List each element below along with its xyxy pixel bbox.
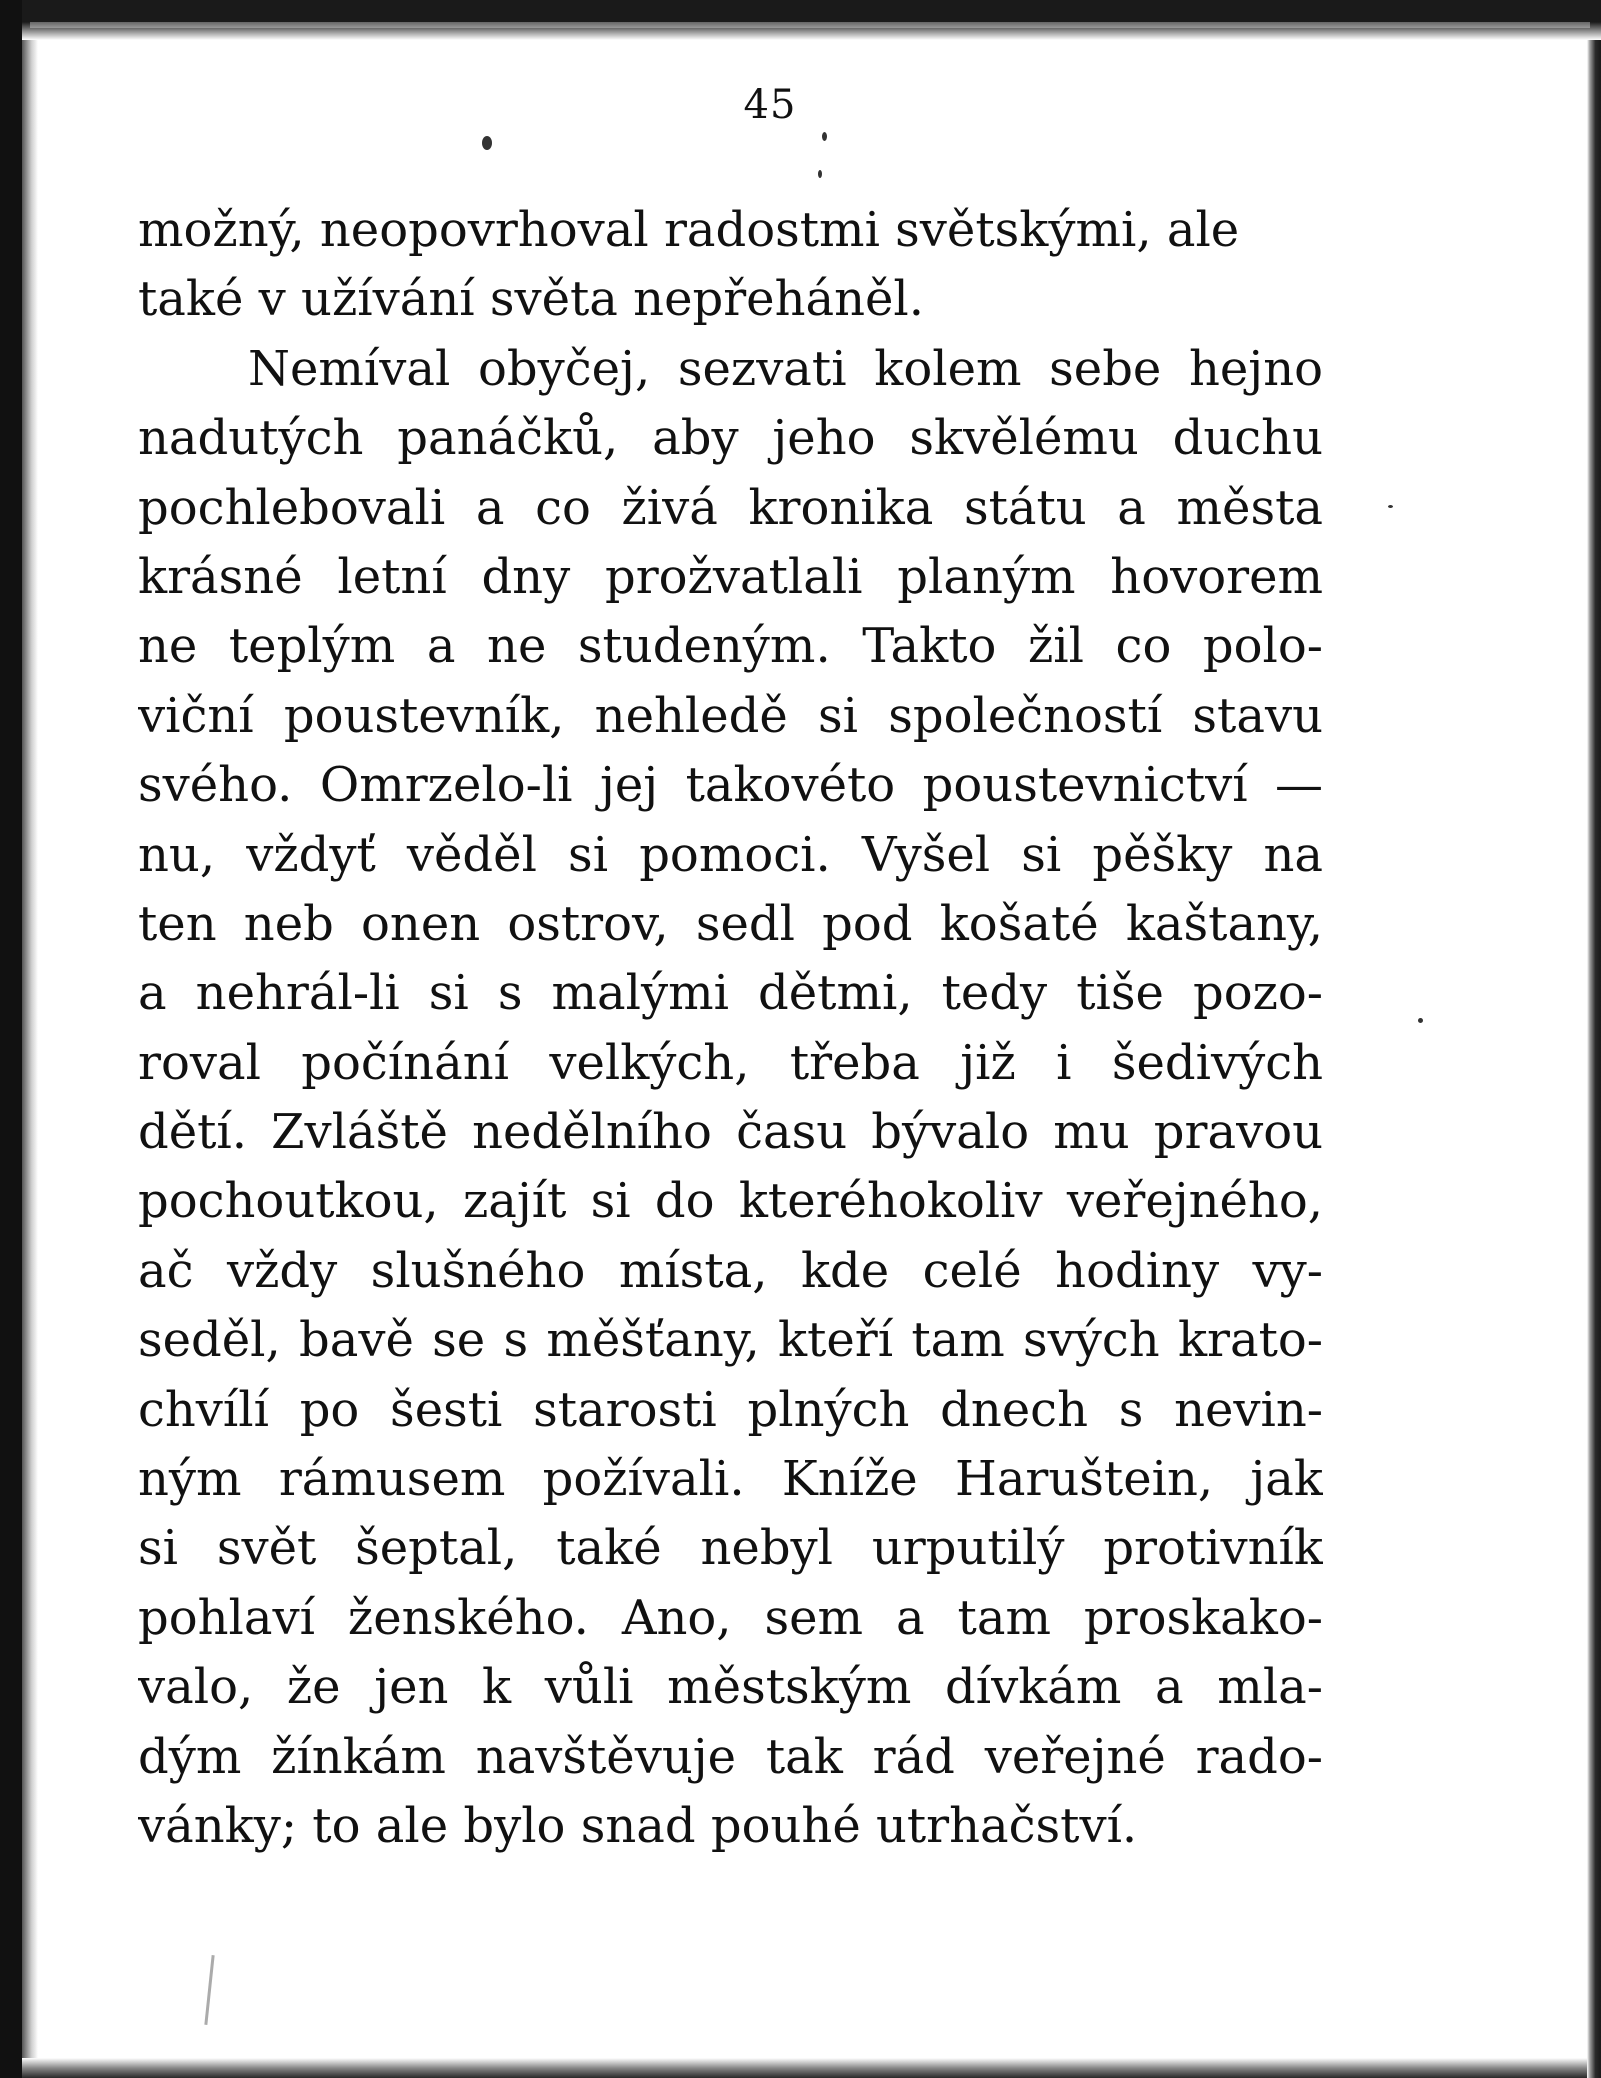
text-line: roval počínání velkých, třeba již i šedivých [138,1034,1323,1091]
scan-top-edge [22,0,1601,40]
text-line: pohlaví ženského. Ano, sem a tam proskako- [138,1589,1323,1646]
scan-speck [1418,1018,1423,1023]
scan-left-edge [0,0,22,2078]
scan-speck [482,136,492,150]
text-line: vánky; to ale bylo snad pouhé utrhačství. [138,1797,1138,1854]
page-number: 45 [743,82,797,128]
text-line: nadutých panáčků, aby jeho skvělému duchu [138,410,1323,467]
text-line: dým žínkám navštěvuje tak rád veřejné rado- [138,1728,1323,1785]
text-line: možný, neopovrhoval radostmi světskými, ale [138,202,1240,258]
scan-right-edge [1587,40,1601,2078]
text-line: krásné letní dny prožvatlali planým hovorem [138,548,1323,605]
scan-speck [818,170,822,178]
text-line: chvílí po šesti starosti plných dnech s nevin- [138,1381,1323,1438]
scan-bottom-edge [22,2058,1587,2078]
text-line: ač vždy slušného místa, kde celé hodiny vy- [138,1242,1323,1299]
scan-pencil-mark [204,1955,214,2025]
text-line: nu, vždyť věděl si pomoci. Vyšel si pěšky na [138,826,1323,883]
scan-speck [1388,505,1393,508]
text-line: viční poustevník, nehledě si společností stavu [138,687,1323,744]
text-line: ne teplým a ne studeným. Takto žil co polo- [138,618,1323,675]
text-line: také v užívání světa nepřeháněl. [138,271,925,328]
text-line: ným rámusem požívali. Kníže Haruštein, jak [138,1451,1323,1508]
body-text [138,196,1323,1861]
text-line: valo, že jen k vůli městským dívkám a mla- [138,1659,1323,1716]
text-line: dětí. Zvláště nedělního času bývalo mu pravou [138,1104,1323,1161]
text-line: Nemíval obyčej, sezvati kolem sebe hejno [248,340,1323,397]
scan-top-highlight [30,22,1590,28]
scan-speck [822,132,827,141]
text-line: a nehrál-li si s malými dětmi, tedy tiše pozo- [138,965,1323,1022]
text-line: pochlebovali a co živá kronika státu a města [138,479,1323,536]
text-line: si svět šeptal, také nebyl urputilý protivník [138,1520,1323,1577]
text-line: svého. Omrzelo-li jej takovéto poustevnictví — [138,757,1323,814]
text-line: ten neb onen ostrov, sedl pod košaté kaštany, [138,895,1323,952]
text-line: pochoutkou, zajít si do kteréhokoliv veřejného, [138,1173,1323,1230]
scan-left-gutter [22,0,38,2078]
text-line: seděl, bavě se s měšťany, kteří tam svých krato- [138,1312,1323,1369]
